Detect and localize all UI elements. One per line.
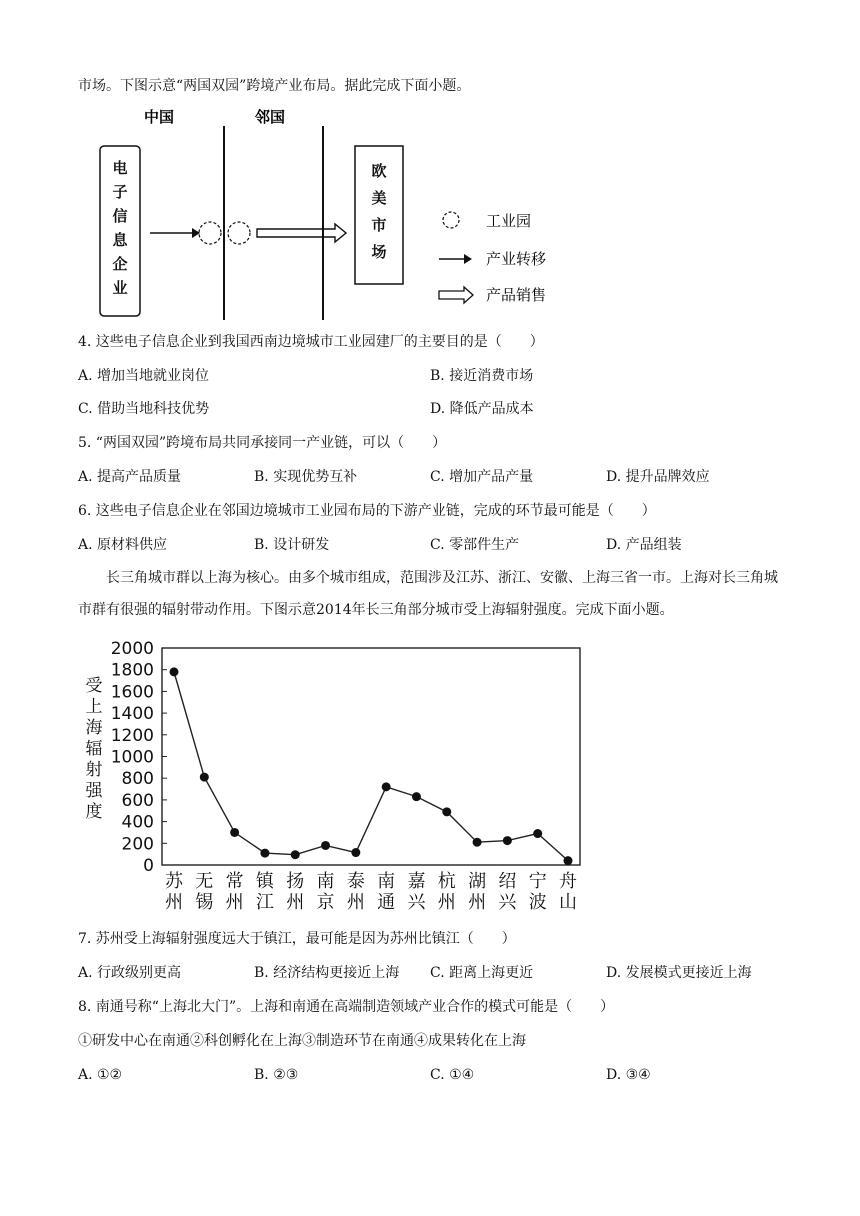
intro-text: 市场。下图示意“两国双园”跨境产业布局。据此完成下面小题。 xyxy=(78,78,471,94)
data-point xyxy=(503,836,512,845)
x-tick-label: 杭 xyxy=(437,871,456,892)
park-neighbor-icon xyxy=(228,222,250,244)
enterprise-box-char: 息 xyxy=(112,231,128,249)
data-point xyxy=(442,807,451,816)
enterprise-box-char: 信 xyxy=(112,207,128,225)
legend-park-label: 工业园 xyxy=(486,212,532,230)
q6-option-d: D. 产品组装 xyxy=(606,537,682,553)
q6-option-b: B. 设计研发 xyxy=(254,537,330,553)
market-box-char: 场 xyxy=(371,243,387,261)
enterprise-box-char: 电 xyxy=(112,159,128,177)
q4-option-c: C. 借助当地科技优势 xyxy=(78,401,210,417)
y-tick-label: 1000 xyxy=(110,747,154,768)
x-tick-label: 无 xyxy=(195,871,214,892)
x-tick-label: 京 xyxy=(316,892,335,911)
y-axis-label-char: 度 xyxy=(85,802,103,822)
q8-option-c: C. ①④ xyxy=(430,1067,475,1083)
plot-frame xyxy=(162,648,580,865)
q8-option-b: B. ②③ xyxy=(254,1067,299,1083)
x-tick-label: 州 xyxy=(437,892,456,911)
q4-option-a: A. 增加当地就业岗位 xyxy=(78,368,210,384)
label-china: 中国 xyxy=(144,108,175,126)
y-axis-label-char: 上 xyxy=(85,697,103,717)
y-tick-label: 400 xyxy=(121,812,154,833)
q6-option-c: C. 零部件生产 xyxy=(430,537,520,553)
data-point xyxy=(260,849,269,858)
data-point xyxy=(170,667,179,676)
y-tick-label: 600 xyxy=(121,790,154,811)
x-tick-label: 通 xyxy=(377,892,396,911)
transfer-arrow-head xyxy=(192,228,200,238)
enterprise-box-char: 企 xyxy=(112,255,128,273)
q6-stem: 6. 这些电子信息企业在邻国边境城市工业园布局的下游产业链，完成的环节最可能是（ ） xyxy=(78,503,656,519)
y-tick-label: 1400 xyxy=(110,704,154,725)
x-tick-label: 州 xyxy=(225,892,244,911)
data-point xyxy=(321,841,330,850)
x-tick-label: 湖 xyxy=(468,871,487,892)
y-axis-label-char: 海 xyxy=(85,718,103,738)
q4-option-d: D. 降低产品成本 xyxy=(430,401,534,417)
x-tick-label: 波 xyxy=(528,892,547,911)
data-point xyxy=(564,856,573,865)
chart-svg xyxy=(78,636,598,911)
x-tick-label: 山 xyxy=(559,892,577,911)
x-tick-label: 州 xyxy=(286,892,305,911)
market-box-char: 美 xyxy=(371,189,387,207)
q4-stem: 4. 这些电子信息企业到我国西南边境城市工业园建厂的主要目的是（ ） xyxy=(78,334,544,350)
sales-arrow xyxy=(257,224,346,242)
y-axis-label-char: 射 xyxy=(85,760,103,780)
market-box-label xyxy=(355,158,403,266)
y-tick-label: 1600 xyxy=(110,682,154,703)
x-tick-label: 舟 xyxy=(559,871,577,892)
passage-2: 长三角城市群以上海为核心。由多个城市组成，范围涉及江苏、浙江、安徽、上海三省一市。上海对长三角城市群有很强的辐射带动作用。下图示意2014年长三角部分城市受上海辐射强度。完成下面小题。 xyxy=(78,570,778,618)
legend-transfer-arrow-head xyxy=(464,254,472,264)
x-tick-label: 绍 xyxy=(498,871,517,892)
x-tick-label: 镇 xyxy=(255,871,274,892)
x-tick-label: 泰 xyxy=(346,871,365,892)
x-tick-label: 宁 xyxy=(528,871,547,892)
market-box-char: 欧 xyxy=(371,162,387,180)
x-tick-label: 兴 xyxy=(498,892,517,911)
q8-statements: ①研发中心在南通②科创孵化在上海③制造环节在南通④成果转化在上海 xyxy=(78,1033,526,1049)
q8-option-a: A. ①② xyxy=(78,1067,123,1083)
y-tick-label: 2000 xyxy=(110,639,154,659)
data-point xyxy=(382,782,391,791)
data-point xyxy=(412,792,421,801)
data-point xyxy=(230,828,239,837)
x-tick-label: 南 xyxy=(316,871,335,892)
legend-sales-icon xyxy=(439,287,473,303)
q5-stem: 5. “两国双园”跨境布局共同承接同一产业链，可以（ ） xyxy=(78,435,447,451)
q4-option-b: B. 接近消费市场 xyxy=(430,368,534,384)
x-tick-label: 江 xyxy=(255,892,274,911)
data-point xyxy=(533,829,542,838)
q8-stem: 8. 南通号称“上海北大门”。上海和南通在高端制造领域产业合作的模式可能是（ ） xyxy=(78,999,615,1015)
x-tick-label: 嘉 xyxy=(407,871,426,892)
x-tick-label: 州 xyxy=(346,892,365,911)
data-point xyxy=(351,848,360,857)
radiation-chart xyxy=(78,636,598,911)
q6-option-a: A. 原材料供应 xyxy=(78,537,168,553)
x-tick-label: 州 xyxy=(165,892,183,911)
x-tick-label: 扬 xyxy=(286,871,305,892)
y-axis-label-char: 辐 xyxy=(85,739,103,759)
data-point xyxy=(473,838,482,847)
x-tick-label: 苏 xyxy=(165,871,183,892)
x-tick-label: 常 xyxy=(225,871,244,892)
data-point xyxy=(200,773,209,782)
q5-option-b: B. 实现优势互补 xyxy=(254,469,358,485)
q7-option-a: A. 行政级别更高 xyxy=(78,965,182,981)
x-tick-label: 兴 xyxy=(407,892,426,911)
legend-transfer-label: 产业转移 xyxy=(486,250,547,268)
data-point xyxy=(291,850,300,859)
y-axis-label-char: 强 xyxy=(85,781,103,801)
park-china-icon xyxy=(199,222,221,244)
enterprise-box-char: 业 xyxy=(112,279,128,297)
industry-layout-diagram xyxy=(96,102,576,324)
y-tick-label: 0 xyxy=(143,856,154,876)
label-neighbor: 邻国 xyxy=(255,108,286,126)
y-tick-label: 1200 xyxy=(110,725,154,746)
y-tick-label: 200 xyxy=(121,834,154,855)
enterprise-box-char: 子 xyxy=(112,183,128,201)
enterprise-box-label xyxy=(100,156,140,300)
q7-stem: 7. 苏州受上海辐射强度远大于镇江，最可能是因为苏州比镇江（ ） xyxy=(78,931,516,947)
y-tick-label: 1800 xyxy=(110,660,154,681)
q8-option-d: D. ③④ xyxy=(606,1067,651,1083)
y-tick-label: 800 xyxy=(121,769,154,790)
y-axis-label-char: 受 xyxy=(85,676,103,696)
legend-park-icon xyxy=(443,212,459,228)
diagram-svg xyxy=(96,102,576,324)
market-box-char: 市 xyxy=(371,216,387,234)
q5-option-c: C. 增加产品产量 xyxy=(430,469,534,485)
x-tick-label: 州 xyxy=(468,892,487,911)
q7-option-d: D. 发展模式更接近上海 xyxy=(606,965,752,981)
x-tick-label: 南 xyxy=(377,871,396,892)
q7-option-c: C. 距离上海更近 xyxy=(430,965,534,981)
q5-option-d: D. 提升品牌效应 xyxy=(606,469,710,485)
q5-option-a: A. 提高产品质量 xyxy=(78,469,182,485)
legend-sales-label: 产品销售 xyxy=(486,286,547,304)
x-tick-label: 锡 xyxy=(195,892,214,911)
q7-option-b: B. 经济结构更接近上海 xyxy=(254,965,400,981)
